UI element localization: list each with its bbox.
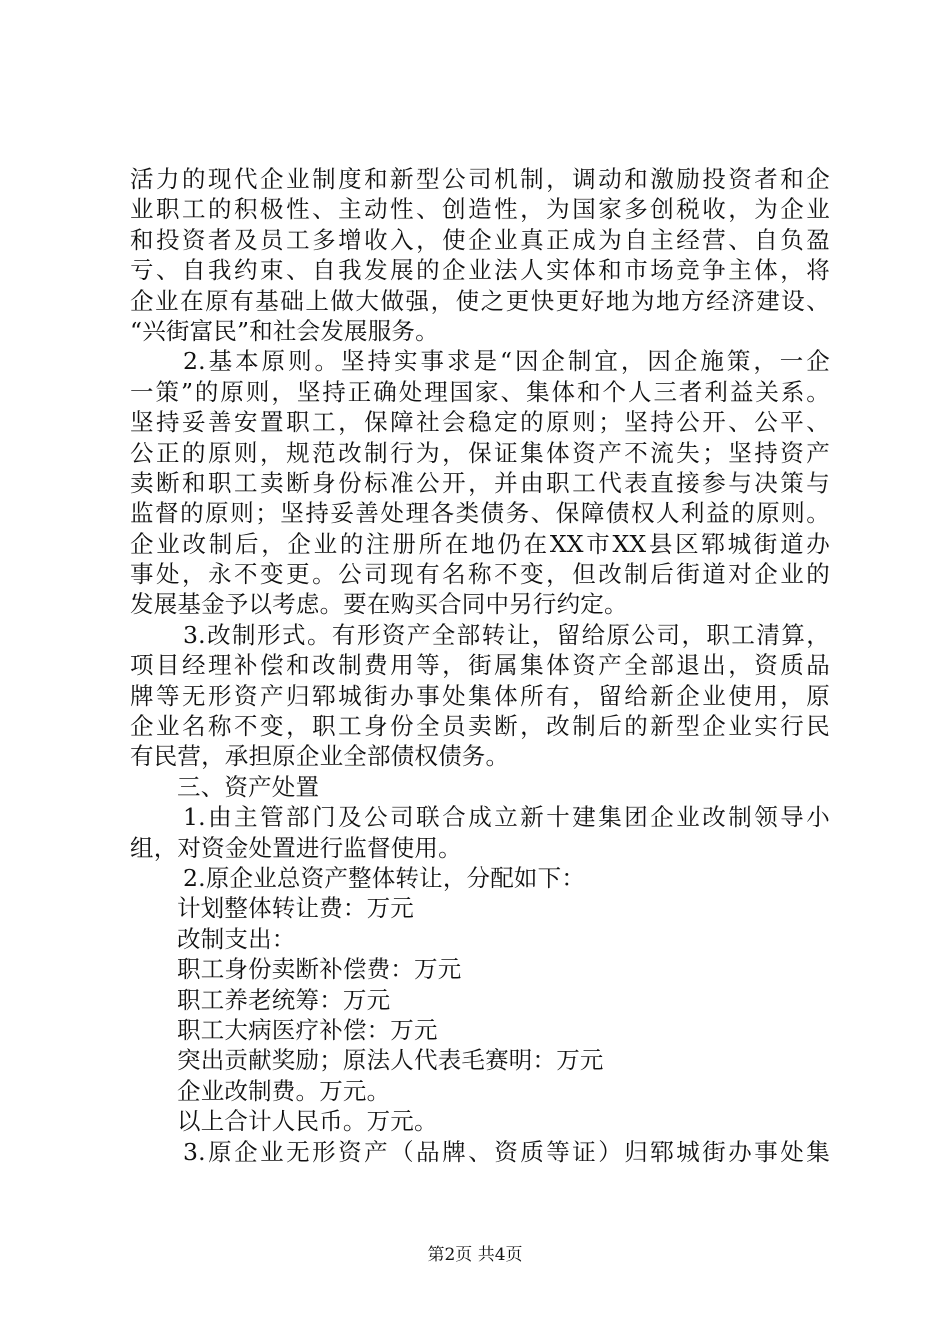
text-line: 亏、自我约束、自我发展的企业法人实体和市场竞争主体，将 (130, 256, 830, 285)
text-line: 企业在原有基础上做大做强，使之更快更好地为地方经济建设、 (130, 286, 830, 315)
text-line: 突出贡献奖励；原法人代表毛赛明：万元 (177, 1046, 604, 1075)
text-line: 活力的现代企业制度和新型公司机制，调动和激励投资者和企 (130, 165, 830, 193)
text-line: 2.基本原则。坚持实事求是“因企制宜，因企施策，一企 (183, 347, 830, 376)
text-line: 组，对资金处置进行监督使用。 (130, 833, 462, 862)
text-line: 改制支出： (177, 924, 296, 953)
text-line: 企业名称不变，职工身份全员卖断，改制后的新型企业实行民 (130, 712, 830, 741)
text-line: 坚持妥善安置职工，保障社会稳定的原则；坚持公开、公平、 (130, 408, 830, 437)
text-line: 监督的原则；坚持妥善处理各类债务、保障债权人利益的原则。 (130, 499, 830, 528)
text-line: 企业改制后，企业的注册所在地仍在XX市XX县区郓城街道办 (130, 529, 830, 558)
text-line: 职工养老统筹：万元 (177, 985, 391, 1014)
text-line: 2.原企业总资产整体转让，分配如下： (183, 863, 586, 892)
text-line: 项目经理补偿和改制费用等，街属集体资产全部退出，资质品 (130, 651, 830, 680)
text-line: “兴街富民”和社会发展服务。 (130, 316, 439, 345)
section-heading: 三、资产处置 (177, 772, 320, 801)
text-line: 职工身份卖断补偿费：万元 (177, 955, 462, 984)
page-footer (0, 1244, 950, 1266)
text-line: 计划整体转让费：万元 (177, 894, 414, 923)
text-line: 职工大病医疗补偿：万元 (177, 1015, 438, 1044)
body-text (130, 164, 830, 1167)
text-line: 公正的原则，规范改制行为，保证集体资产不流失；坚持资产 (130, 438, 830, 467)
page-number: 第2页 共4页 (427, 1245, 523, 1265)
text-line: 和投资者及员工多增收入，使企业真正成为自主经营、自负盈 (130, 225, 830, 254)
text-line: 一策”的原则，坚持正确处理国家、集体和个人三者利益关系。 (130, 377, 830, 406)
text-line: 发展基金予以考虑。要在购买合同中另行约定。 (130, 590, 628, 619)
text-line: 1.由主管部门及公司联合成立新十建集团企业改制领导小 (183, 803, 830, 832)
text-line: 有民营，承担原企业全部债权债务。 (130, 742, 510, 771)
text-line: 企业改制费。万元。 (177, 1076, 391, 1105)
text-line: 卖断和职工卖断身份标准公开，并由职工代表直接参与决策与 (130, 468, 830, 497)
text-line: 3.原企业无形资产（品牌、资质等证）归郓城街办事处集 (183, 1137, 830, 1166)
text-line: 业职工的积极性、主动性、创造性，为国家多创税收，为企业 (130, 195, 830, 224)
text-line: 3.改制形式。有形资产全部转让，留给原公司，职工清算， (183, 620, 830, 649)
text-line: 事处，永不变更。公司现有名称不变，但改制后街道对企业的 (130, 560, 830, 589)
text-line: 以上合计人民币。万元。 (177, 1107, 438, 1136)
text-line: 牌等无形资产归郓城街办事处集体所有，留给新企业使用，原 (130, 681, 830, 710)
